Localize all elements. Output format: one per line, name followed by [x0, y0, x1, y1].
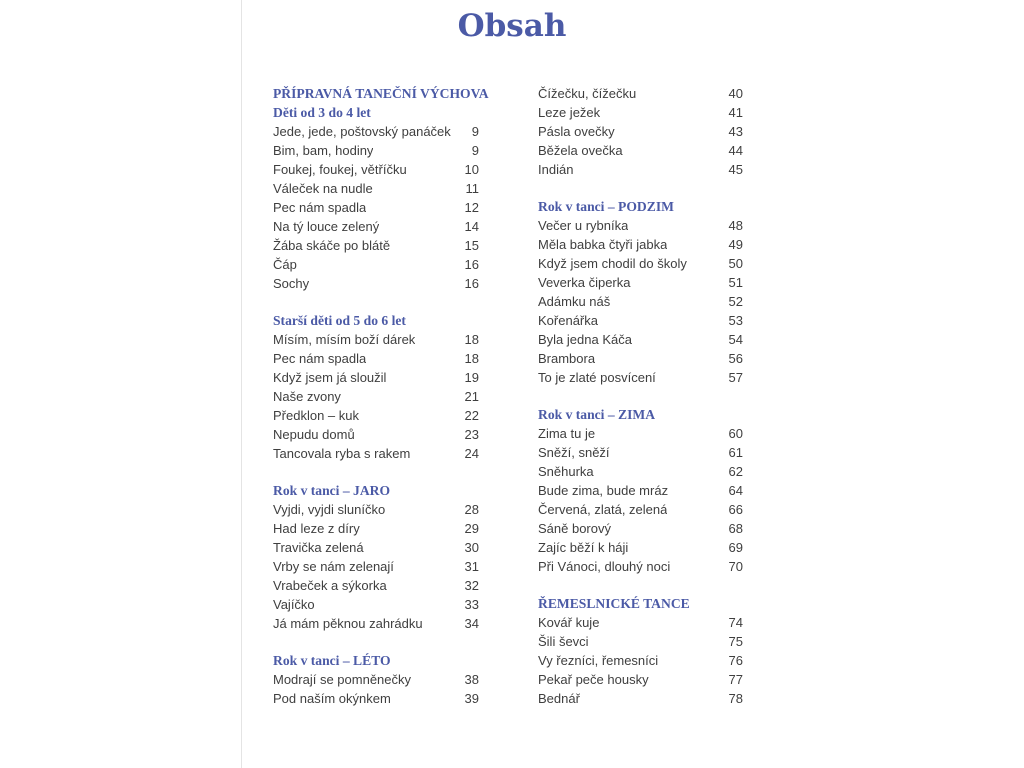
toc-entry: [273, 387, 479, 406]
entry-title: To je zlaté posvícení: [538, 370, 656, 385]
entry-page-number: 18: [464, 332, 479, 347]
entry-title: Zima tu je: [538, 426, 596, 441]
toc-entry: [538, 632, 743, 651]
toc-entry: [273, 595, 479, 614]
entry-title: Mísím, mísím boží dárek: [273, 332, 416, 347]
entry-title: Kořenářka: [538, 313, 598, 328]
toc-entry: [538, 216, 743, 235]
toc-entry: [273, 406, 479, 425]
entry-page-number: 9: [471, 143, 479, 158]
toc-entry: [273, 122, 479, 141]
entry-title: Červená, zlatá, zelená: [538, 502, 668, 517]
entry-title: Bednář: [538, 691, 580, 706]
toc-section: [538, 84, 743, 179]
entry-page-number: 24: [464, 446, 479, 461]
toc-entry: [538, 689, 743, 708]
toc-section: [273, 311, 479, 463]
toc-section: [273, 84, 489, 293]
toc-section: [538, 405, 743, 576]
entry-title: Čáp: [273, 257, 297, 272]
entry-title: Zajíc běží k háji: [538, 540, 629, 555]
toc-entry: [538, 292, 743, 311]
entry-title: Žába skáče po blátě: [273, 238, 391, 253]
toc-section: [273, 481, 479, 633]
entry-page-number: 61: [728, 445, 743, 460]
entry-page-number: 48: [728, 218, 743, 233]
toc-entry: [273, 217, 479, 236]
entry-title: Naše zvony: [273, 389, 341, 404]
entry-title: Čížečku, čížečku: [538, 86, 637, 101]
toc-entry: [273, 330, 479, 349]
section-heading: Děti od 3 do 4 let: [273, 105, 371, 120]
entry-page-number: 54: [728, 332, 743, 347]
entry-page-number: 50: [728, 256, 743, 271]
toc-entry: [538, 235, 743, 254]
entry-title: Travička zelená: [273, 540, 364, 555]
entry-page-number: 44: [728, 143, 743, 158]
entry-title: Vyjdi, vyjdi sluníčko: [273, 502, 386, 517]
toc-entry: [273, 236, 479, 255]
toc-left-column: [273, 84, 489, 726]
section-heading: PŘÍPRAVNÁ TANEČNÍ VÝCHOVA: [273, 86, 489, 101]
entry-page-number: 74: [728, 615, 743, 630]
toc-entry: [538, 141, 743, 160]
toc-entry: [538, 311, 743, 330]
entry-page-number: 9: [471, 124, 479, 139]
toc-entry: [538, 462, 743, 481]
toc-entry: [538, 84, 743, 103]
entry-title: Já mám pěknou zahrádku: [273, 616, 423, 631]
entry-page-number: 22: [464, 408, 479, 423]
entry-page-number: 76: [728, 653, 743, 668]
toc-entry: [538, 273, 743, 292]
entry-page-number: 18: [464, 351, 479, 366]
entry-title: Pekař peče housky: [538, 672, 649, 687]
entry-page-number: 78: [728, 691, 743, 706]
entry-title: Nepudu domů: [273, 427, 355, 442]
entry-title: Vy řezníci, řemesníci: [538, 653, 659, 668]
entry-title: Tancovala ryba s rakem: [273, 446, 411, 461]
toc-entry: [273, 274, 479, 293]
entry-page-number: 23: [464, 427, 479, 442]
entry-page-number: 19: [464, 370, 479, 385]
toc-entry: [273, 614, 479, 633]
entry-title: Kovář kuje: [538, 615, 600, 630]
toc-entry: [538, 443, 743, 462]
entry-page-number: 56: [728, 351, 743, 366]
entry-page-number: 14: [464, 219, 479, 234]
entry-title: Měla babka čtyři jabka: [538, 237, 668, 252]
entry-title: Adámku náš: [538, 294, 611, 309]
entry-page-number: 49: [728, 237, 743, 252]
entry-title: Na tý louce zelený: [273, 219, 380, 234]
entry-title: Leze ježek: [538, 105, 601, 120]
entry-page-number: 57: [728, 370, 743, 385]
toc-entry: [273, 500, 479, 519]
toc-entry: [538, 557, 743, 576]
section-heading: Rok v tanci – ZIMA: [538, 407, 656, 422]
entry-title: Veverka čiperka: [538, 275, 631, 290]
entry-title: Předklon – kuk: [273, 408, 359, 423]
entry-page-number: 64: [728, 483, 743, 498]
entry-page-number: 41: [728, 105, 743, 120]
entry-page-number: 62: [728, 464, 743, 479]
entry-title: Při Vánoci, dlouhý noci: [538, 559, 671, 574]
toc-entry: [273, 670, 479, 689]
toc-entry: [273, 198, 479, 217]
entry-page-number: 10: [464, 162, 479, 177]
entry-title: Indián: [538, 162, 574, 177]
entry-page-number: 51: [728, 275, 743, 290]
toc-entry: [538, 651, 743, 670]
entry-title: Foukej, foukej, větříčku: [273, 162, 407, 177]
entry-page-number: 11: [465, 181, 479, 196]
entry-title: Pec nám spadla: [273, 351, 367, 366]
section-heading: Rok v tanci – LÉTO: [273, 653, 391, 668]
entry-title: Váleček na nudle: [273, 181, 373, 196]
section-heading: Starší děti od 5 do 6 let: [273, 313, 406, 328]
entry-title: Sochy: [273, 276, 310, 291]
entry-title: Vrabeček a sýkorka: [273, 578, 387, 593]
entry-page-number: 60: [728, 426, 743, 441]
entry-page-number: 68: [728, 521, 743, 536]
entry-page-number: 66: [728, 502, 743, 517]
entry-title: Sněhurka: [538, 464, 594, 479]
entry-page-number: 21: [464, 389, 479, 404]
toc-entry: [273, 689, 479, 708]
section-heading: ŘEMESLNICKÉ TANCE: [538, 596, 690, 611]
entry-title: Šili ševci: [538, 634, 589, 649]
toc-entry: [538, 481, 743, 500]
toc-entry: [273, 255, 479, 274]
entry-page-number: 16: [464, 276, 479, 291]
entry-page-number: 32: [464, 578, 479, 593]
toc-entry: [273, 425, 479, 444]
toc-entry: [538, 330, 743, 349]
toc-entry: [273, 519, 479, 538]
entry-title: Večer u rybníka: [538, 218, 629, 233]
entry-title: Vrby se nám zelenají: [273, 559, 394, 574]
entry-page-number: 16: [464, 257, 479, 272]
entry-title: Pec nám spadla: [273, 200, 367, 215]
page-title: Obsah: [457, 8, 567, 44]
entry-title: Pod naším okýnkem: [273, 691, 391, 706]
toc-section: [273, 651, 479, 708]
entry-page-number: 39: [464, 691, 479, 706]
toc-entry: [273, 557, 479, 576]
entry-title: Vajíčko: [273, 597, 315, 612]
toc-entry: [538, 613, 743, 632]
entry-page-number: 43: [728, 124, 743, 139]
toc-entry: [538, 368, 743, 387]
entry-page-number: 38: [464, 672, 479, 687]
entry-title: Pásla ovečky: [538, 124, 615, 139]
toc-entry: [538, 519, 743, 538]
toc-entry: [538, 500, 743, 519]
toc-section: [538, 594, 743, 708]
toc-right-column: [538, 84, 743, 726]
section-heading: Rok v tanci – PODZIM: [538, 199, 674, 214]
toc-entry: [538, 670, 743, 689]
toc-entry: [538, 160, 743, 179]
toc-entry: [273, 538, 479, 557]
toc-section: [538, 197, 743, 387]
entry-page-number: 33: [464, 597, 479, 612]
toc-entry: [538, 538, 743, 557]
toc-entry: [273, 160, 479, 179]
entry-page-number: 34: [464, 616, 479, 631]
entry-title: Bim, bam, hodiny: [273, 143, 374, 158]
page-left-margin: [0, 0, 241, 768]
entry-page-number: 75: [728, 634, 743, 649]
entry-page-number: 77: [728, 672, 743, 687]
toc-entry: [273, 368, 479, 387]
entry-title: Byla jedna Káča: [538, 332, 632, 347]
toc-entry: [273, 576, 479, 595]
entry-page-number: 29: [464, 521, 479, 536]
toc-entry: [538, 122, 743, 141]
entry-page-number: 31: [464, 559, 479, 574]
entry-page-number: 45: [728, 162, 743, 177]
section-heading: Rok v tanci – JARO: [273, 483, 391, 498]
entry-title: Bude zima, bude mráz: [538, 483, 669, 498]
toc-entry: [538, 349, 743, 368]
entry-title: Běžela ovečka: [538, 143, 623, 158]
entry-title: Když jsem chodil do školy: [538, 256, 687, 271]
toc-entry: [538, 254, 743, 273]
toc-entry: [538, 424, 743, 443]
entry-page-number: 12: [464, 200, 479, 215]
entry-title: Sněží, sněží: [538, 445, 610, 460]
entry-page-number: 53: [728, 313, 743, 328]
toc-entry: [273, 179, 479, 198]
entry-title: Had leze z díry: [273, 521, 360, 536]
entry-page-number: 70: [728, 559, 743, 574]
entry-page-number: 40: [728, 86, 743, 101]
entry-page-number: 52: [728, 294, 743, 309]
entry-title: Brambora: [538, 351, 596, 366]
entry-page-number: 69: [728, 540, 743, 555]
entry-page-number: 28: [464, 502, 479, 517]
toc-entry: [273, 444, 479, 463]
entry-title: Sáně borový: [538, 521, 611, 536]
entry-title: Když jsem já sloužil: [273, 370, 387, 385]
toc-entry: [273, 349, 479, 368]
entry-title: Modrají se pomněnečky: [273, 672, 412, 687]
toc-entry: [273, 141, 479, 160]
entry-page-number: 15: [464, 238, 479, 253]
page-edge: [241, 0, 242, 768]
toc-entry: [538, 103, 743, 122]
entry-page-number: 30: [464, 540, 479, 555]
entry-title: Jede, jede, poštovský panáček: [273, 124, 451, 139]
